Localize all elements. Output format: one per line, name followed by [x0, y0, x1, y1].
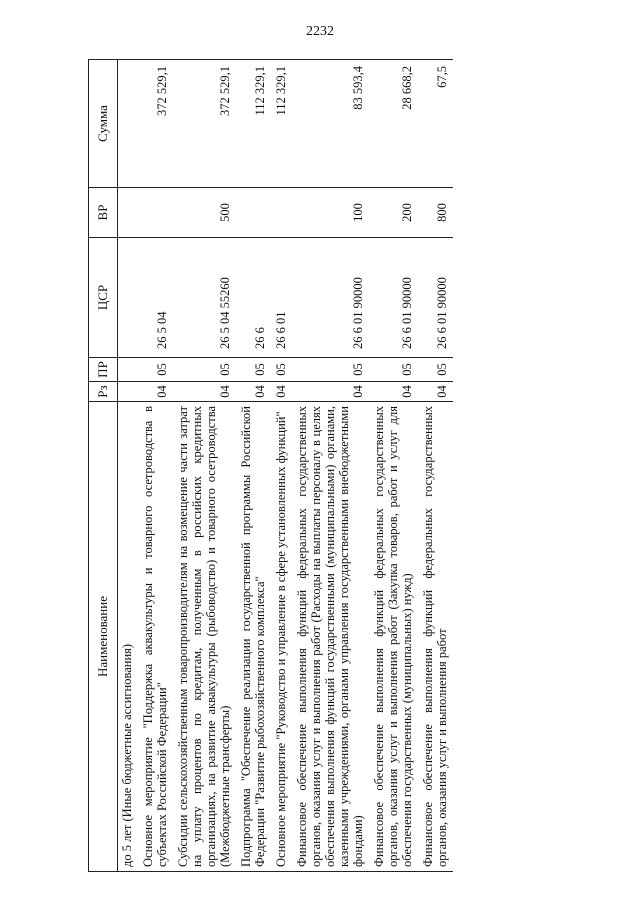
table-row: [292, 60, 369, 872]
row-sum: 112 329,1: [236, 60, 271, 188]
table-row: [418, 60, 453, 872]
table-row: [236, 60, 271, 872]
budget-table: [88, 59, 453, 872]
header-name: Наименование: [89, 402, 118, 872]
row-rz: [118, 382, 139, 402]
rotated-table-area: [88, 60, 628, 872]
row-name: Основное мероприятие "Поддержка аквакультуры и товарного осетроводства в субъектах Российской Федерации": [138, 402, 173, 872]
row-name: до 5 лет (Иные бюджетные ассигнования): [118, 402, 139, 872]
row-name: Подпрограмма "Обеспечение реализации государственной программы Российской Федерации "Развитие рыбохозяйственного комплекса": [236, 402, 271, 872]
row-rz: 04: [138, 382, 173, 402]
row-csr: 26 5 04: [138, 238, 173, 358]
header-rz: Рз: [89, 382, 118, 402]
row-name: Финансовое обеспечение выполнения функций федеральных государственных органов, оказания услуг и выполнения работ (Закупка товаров, работ и услуг для обеспечения государственных (муниципальных) нужд): [369, 402, 418, 872]
row-sum: 83 593,4: [292, 60, 369, 188]
row-sum: [118, 60, 139, 188]
row-name: Финансовое обеспечение выполнения функций федеральных государственных органов, оказания услуг и выполнения работ: [418, 402, 453, 872]
row-vr: 200: [369, 188, 418, 238]
row-sum: 372 529,1: [138, 60, 173, 188]
table-row: [369, 60, 418, 872]
row-vr: 500: [173, 188, 236, 238]
row-csr: 26 6 01 90000: [292, 238, 369, 358]
header-pr: ПР: [89, 358, 118, 382]
row-sum: 112 329,1: [271, 60, 292, 188]
row-pr: 05: [369, 358, 418, 382]
row-vr: [271, 188, 292, 238]
row-csr: 26 6: [236, 238, 271, 358]
row-sum: 372 529,1: [173, 60, 236, 188]
table-row: [271, 60, 292, 872]
row-rz: 04: [369, 382, 418, 402]
row-csr: [118, 238, 139, 358]
row-csr: 26 6 01: [271, 238, 292, 358]
row-pr: 05: [292, 358, 369, 382]
table-row: [173, 60, 236, 872]
row-pr: 05: [236, 358, 271, 382]
header-vr: ВР: [89, 188, 118, 238]
row-pr: 05: [138, 358, 173, 382]
row-rz: 04: [292, 382, 369, 402]
row-csr: 26 6 01 90000: [369, 238, 418, 358]
row-pr: 05: [418, 358, 453, 382]
row-csr: 26 5 04 55260: [173, 238, 236, 358]
row-sum: 67,5: [418, 60, 453, 188]
row-csr: 26 6 01 90000: [418, 238, 453, 358]
row-rz: 04: [173, 382, 236, 402]
row-vr: [138, 188, 173, 238]
row-vr: 800: [418, 188, 453, 238]
row-name: Финансовое обеспечение выполнения функций федеральных государственных органов, оказания услуг и выполнения работ (Расходы на выплаты персоналу в целях обеспечения выполнения функций государственными (муниципальными) органами, казенными учреждениями, органами управления государственными внебюджетными фондами): [292, 402, 369, 872]
table-row: [118, 60, 139, 872]
table-header: [89, 60, 118, 872]
row-rz: 04: [418, 382, 453, 402]
row-vr: 100: [292, 188, 369, 238]
row-pr: [118, 358, 139, 382]
row-vr: [118, 188, 139, 238]
row-rz: 04: [236, 382, 271, 402]
row-pr: 05: [173, 358, 236, 382]
page-number: 2232: [306, 24, 334, 39]
row-vr: [236, 188, 271, 238]
row-sum: 28 668,2: [369, 60, 418, 188]
header-sum: Сумма: [89, 60, 118, 188]
row-name: Субсидии сельскохозяйственным товаропроизводителям на возмещение части затрат на уплату процентов по кредитам, полученным в российских кредитных организациях, на развитие аквакультуры (рыбоводство) и товарного осетроводства (Межбюджетные трансферты): [173, 402, 236, 872]
row-pr: 05: [271, 358, 292, 382]
header-csr: ЦСР: [89, 238, 118, 358]
row-name: Основное мероприятие "Руководство и управление в сфере установленных функций": [271, 402, 292, 872]
table-row: [138, 60, 173, 872]
row-rz: 04: [271, 382, 292, 402]
